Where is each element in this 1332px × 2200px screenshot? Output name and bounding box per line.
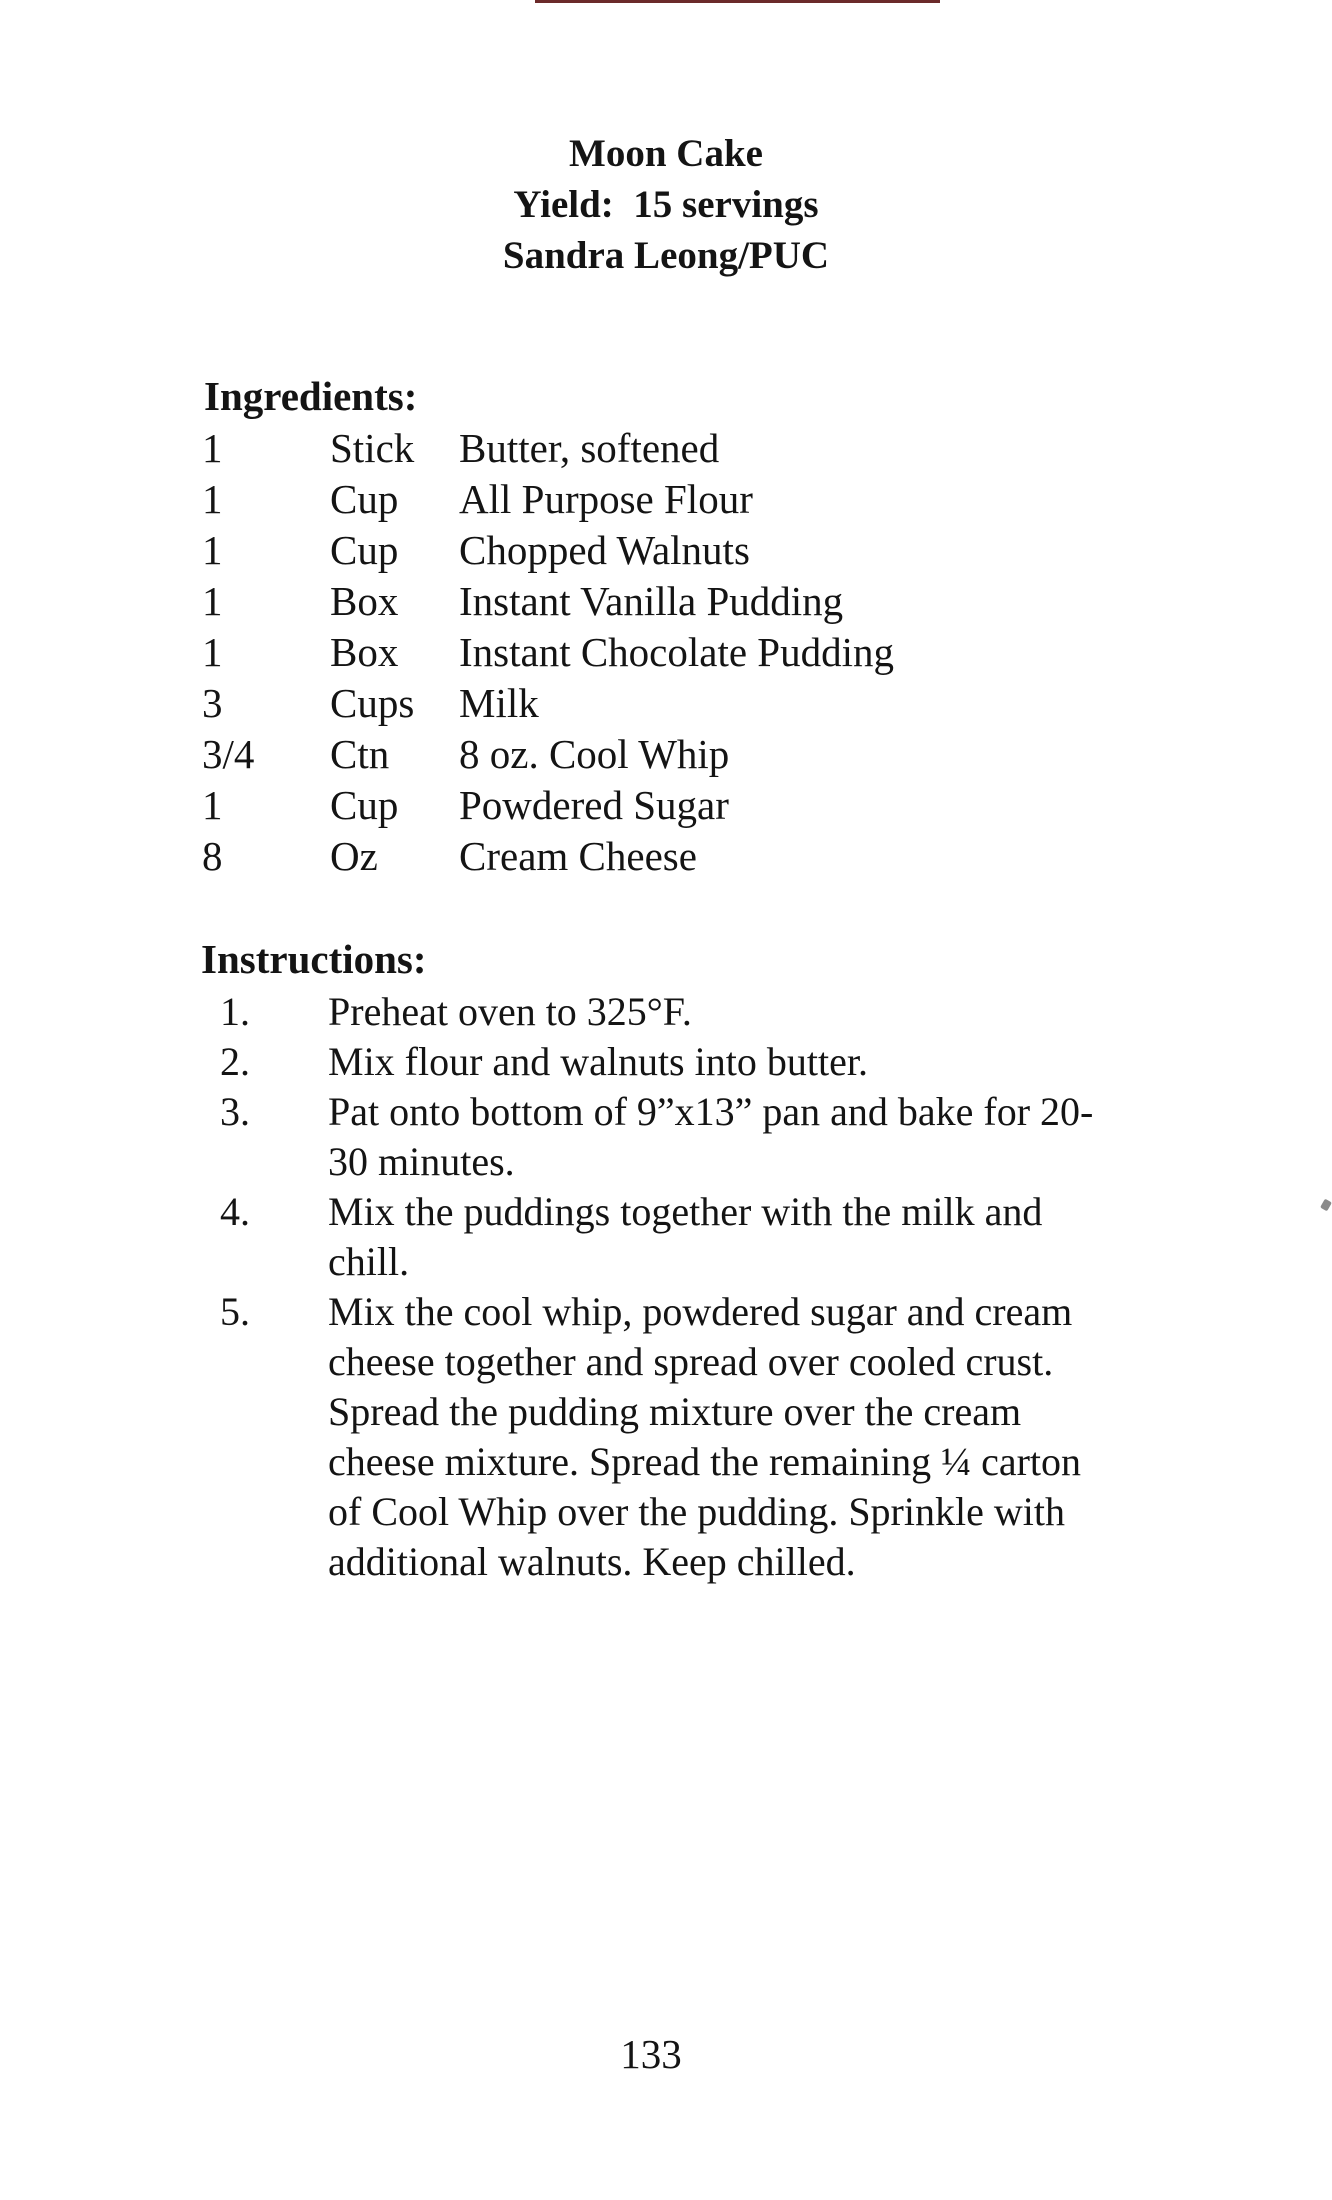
recipe-title: Moon Cake — [569, 132, 763, 175]
step-number: 5. — [220, 1289, 250, 1334]
instructions-list — [200, 987, 1120, 1587]
ingredient-name: Chopped Walnuts — [459, 527, 750, 573]
ingredient-row — [202, 831, 1102, 882]
ingredients-heading: Ingredients: — [204, 373, 418, 419]
ingredient-row — [202, 525, 1102, 576]
ingredient-unit: Box — [330, 578, 399, 624]
step-text: Preheat oven to 325°F. — [328, 989, 692, 1034]
ingredient-unit: Ctn — [330, 731, 390, 777]
ingredient-qty: 1 — [202, 527, 223, 573]
ingredient-qty: 1 — [202, 578, 223, 624]
instruction-step — [200, 987, 1120, 1037]
instructions-heading: Instructions: — [201, 936, 427, 982]
ingredient-name: Butter, softened — [459, 425, 720, 471]
instruction-step — [200, 1037, 1120, 1087]
ingredient-name: Cream Cheese — [459, 833, 697, 879]
ingredient-unit: Cup — [330, 782, 399, 828]
recipe-author: Sandra Leong/PUC — [502, 234, 830, 277]
step-text: Mix the puddings together with the milk and chill. — [328, 1189, 1043, 1284]
ingredient-name: Instant Chocolate Pudding — [459, 629, 895, 675]
ingredient-row — [202, 474, 1102, 525]
ingredient-name: Milk — [459, 680, 539, 726]
ingredient-row — [202, 423, 1102, 474]
instruction-step — [200, 1287, 1120, 1587]
step-text: Mix flour and walnuts into butter. — [328, 1039, 868, 1084]
recipe-header — [0, 128, 1332, 281]
instruction-step — [200, 1187, 1120, 1287]
step-number: 1. — [220, 989, 250, 1034]
ingredient-unit: Cup — [330, 476, 399, 522]
ingredient-row — [202, 780, 1102, 831]
edge-smudge — [1320, 1199, 1332, 1212]
recipe-yield: Yield: 15 servings — [513, 183, 819, 226]
instruction-step — [200, 1087, 1120, 1187]
page-number: 133 — [620, 2031, 682, 2077]
ingredient-qty: 3 — [202, 680, 223, 726]
ingredient-row — [202, 627, 1102, 678]
ingredient-row — [202, 729, 1102, 780]
ingredient-row — [202, 576, 1102, 627]
ingredient-qty: 1 — [202, 782, 223, 828]
top-edge-mark — [535, 0, 940, 3]
ingredient-qty: 3/4 — [202, 731, 255, 777]
ingredient-unit: Oz — [330, 833, 378, 879]
ingredient-name: 8 oz. Cool Whip — [459, 731, 730, 777]
ingredient-name: All Purpose Flour — [459, 476, 753, 522]
ingredient-name: Instant Vanilla Pudding — [459, 578, 844, 624]
ingredient-name: Powdered Sugar — [459, 782, 729, 828]
ingredient-qty: 1 — [202, 629, 223, 675]
step-text: Pat onto bottom of 9”x13” pan and bake for 20-30 minutes. — [328, 1089, 1094, 1184]
ingredient-qty: 8 — [202, 833, 223, 879]
ingredients-list — [202, 423, 1102, 882]
step-number: 2. — [220, 1039, 250, 1084]
ingredient-unit: Cups — [330, 680, 415, 726]
ingredient-row — [202, 678, 1102, 729]
ingredient-qty: 1 — [202, 476, 223, 522]
ingredient-qty: 1 — [202, 425, 223, 471]
ingredient-unit: Stick — [330, 425, 415, 471]
ingredient-unit: Cup — [330, 527, 399, 573]
ingredient-unit: Box — [330, 629, 399, 675]
step-text: Mix the cool whip, powdered sugar and cream cheese together and spread over cooled crust. Spread the pudding mixture over the cream cheese mixture. Spread the remaining ¼ carton of Cool Whip over the pudding. Sprinkle with additional walnuts. Keep chilled. — [328, 1289, 1082, 1584]
step-number: 3. — [220, 1089, 250, 1134]
step-number: 4. — [220, 1189, 250, 1234]
